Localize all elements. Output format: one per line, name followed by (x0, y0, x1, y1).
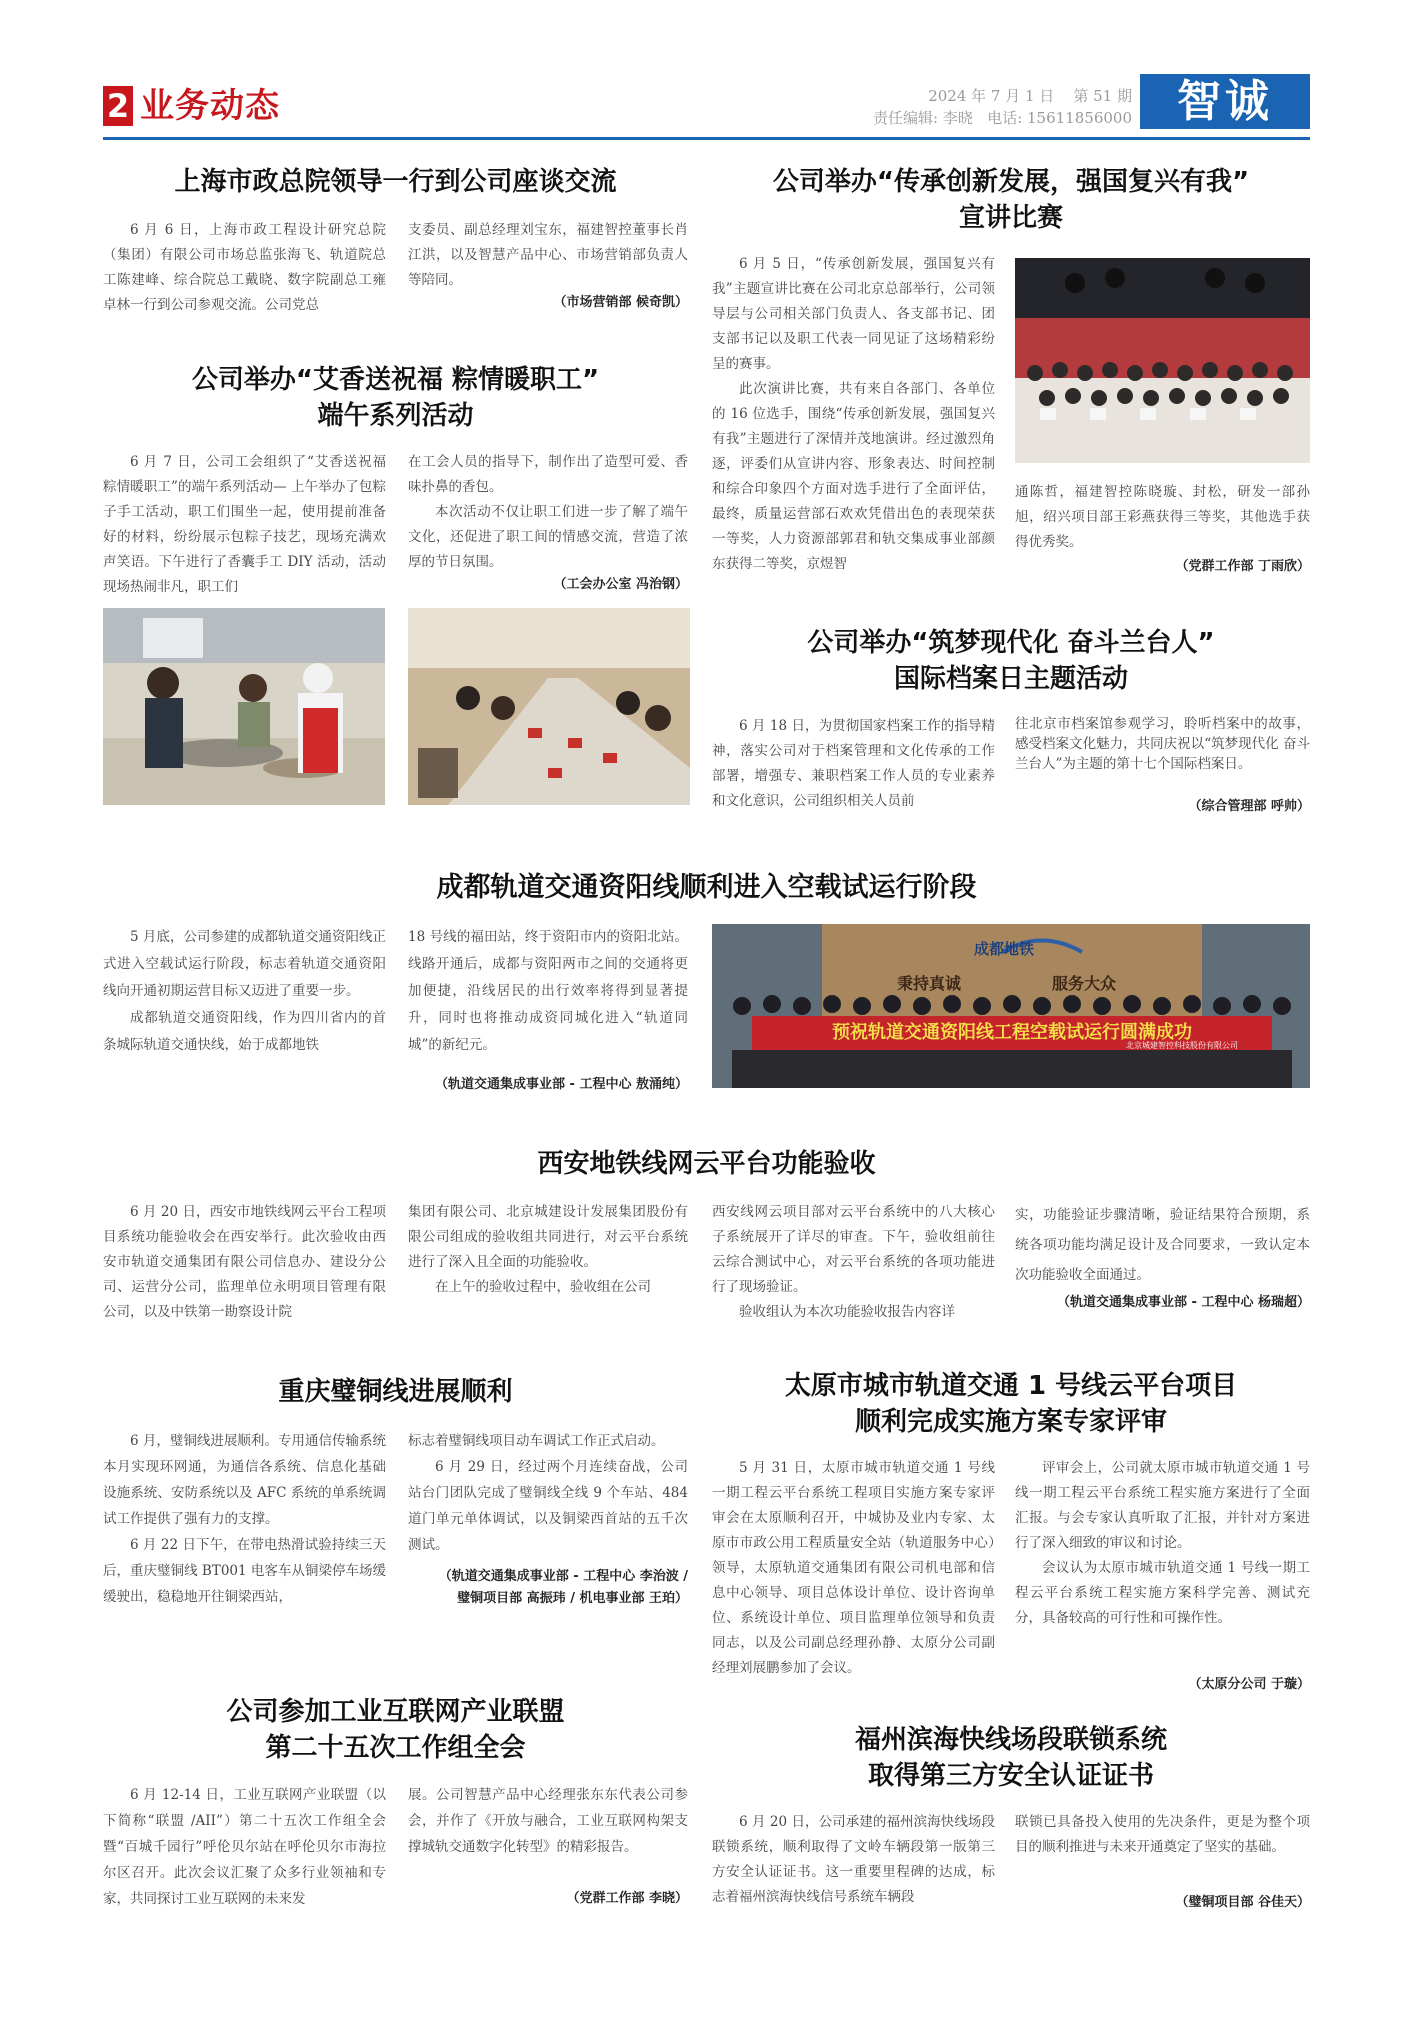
page-number: 2 (103, 86, 133, 126)
issue-line (802, 86, 1132, 106)
article-body: 18 号线的福田站，终于资阳市内的资阳北站。线路开通后，成都与资阳两市之间的交通将更加便捷，沿线居民的出行效率将得到显著提升，同时也将推动成资同城化进入“轨道同城”的新纪元。 (408, 929, 688, 1053)
banner-text: 预祝轨道交通资阳线工程空载试运行圆满成功 (832, 1022, 1192, 1043)
title-line: 端午系列活动 (317, 401, 474, 431)
photo-speech-contest-group (1015, 258, 1310, 463)
article-body: 6 月 20 日，西安市地铁线网云平台工程项目系统功能验收会在西安举行。此次验收由西安市轨道交通集团有限公司信息办、建设分公司、运营分公司，监理单位永明项目管理有限公司，以及中铁第一勘察设计院 (103, 1204, 386, 1320)
article-title (712, 625, 1310, 697)
article-author: （轨道交通集成事业部 - 工程中心 杨瑞超） (1057, 1295, 1310, 1310)
article-title: 西安地铁线网云平台功能验收 (537, 1149, 876, 1179)
article-body: 评审会上，公司就太原市城市轨道交通 1 号线一期工程云平台系统工程实施方案进行了全面汇报。与会专家认真听取了汇报，并针对方案进行了深入细致的审议和讨论。 会议认为太原市城市轨道交通 1 号线一期工程云平台系统工程实施方案科学完善、测试充分，具备较高的可行性和可操作性。 (1015, 1460, 1310, 1626)
article-body: 6 月，璧铜线进展顺利。专用通信传输系统本月实现环网通，为通信各系统、信息化基础设施系统、安防系统以及 AFC 系统的单系统调试工作提供了强有力的支撑。 6 月 22 日下午，在带电热滑试验持续三天后，重庆璧铜线 BT001 电客车从铜梁停车场缓缓驶出，稳稳地开往铜梁西站， (103, 1433, 386, 1605)
title-line: 宣讲比赛 (958, 203, 1063, 233)
phone: 电话: 15611856000 (987, 109, 1132, 127)
article-body: 支委员、副总经理刘宝东，福建智控董事长肖江洪，以及智慧产品中心、市场营销部负责人等陪同。 (408, 222, 688, 288)
article-author: （工会办公室 冯治钢） (553, 577, 688, 592)
section-title: 业务动态 (140, 86, 280, 126)
article-body: 实，功能验证步骤清晰，验证结果符合预期，系统各项功能均满足设计及合同要求，一致认定本次功能验收全面通过。 (1015, 1207, 1310, 1283)
article-author: （太原分公司 于璇） (1188, 1677, 1310, 1692)
editor: 责任编辑: 李晓 (873, 109, 973, 127)
article-body: 标志着璧铜线项目动车调试工作正式启动。 6 月 29 日，经过两个月连续奋战，公司站台门团队完成了璧铜线全线 9 个车站、484 道门单元单体调试，以及铜梁西首站的五千次测试。 (408, 1433, 688, 1553)
article-body: 集团有限公司、北京城建设计发展集团股份有限公司组成的验收组共同进行，对云平台系统进行了深入且全面的功能验收。 在上午的验收过程中，验收组在公司 (408, 1204, 688, 1295)
wall-logo: 成都地铁 (974, 940, 1035, 958)
article-body: 6 月 7 日，公司工会组织了“艾香送祝福 粽情暖职工”的端午系列活动— 上午举办了包粽子手工活动，职工们围坐一起，使用提前准备好的材料，纷纷展示包粽子技艺，现场充满欢声笑语。下午进行了香囊手工 DIY 活动，活动现场热闹非凡，职工们 (103, 454, 386, 595)
article-body: 5 月底，公司参建的成都轨道交通资阳线正式进入空载试运行阶段，标志着轨道交通资阳线向开通初期运营目标又迈进了重要一步。 成都轨道交通资阳线，作为四川省内的首条城际轨道交通快线，始于成都地铁 (103, 929, 386, 1053)
header-rule (103, 137, 1310, 140)
article-title (712, 1368, 1310, 1440)
title-line: 太原市城市轨道交通 1 号线云平台项目 (784, 1371, 1238, 1401)
article-title (712, 164, 1310, 236)
title-line: 顺利完成实施方案专家评审 (854, 1407, 1167, 1437)
article-title (712, 1722, 1310, 1794)
article-author: （党群工作部 李晓） (566, 1891, 688, 1906)
wall-slogan-1: 秉持真诚 (897, 974, 962, 993)
title-line: 国际档案日主题活动 (893, 664, 1128, 694)
banner-subtext: 北京城建智控科技股份有限公司 (1126, 1041, 1238, 1050)
article-body: 展。公司智慧产品中心经理张东东代表公司参会，并作了《开放与融合，工业互联网构架支撑城轨交通数字化转型》的精彩报告。 (408, 1787, 688, 1855)
article-author: （市场营销部 候奇凯） (553, 295, 688, 310)
article-author: （党群工作部 丁雨欣） (1175, 559, 1310, 574)
article-author: （综合管理部 呼帅） (1188, 799, 1310, 814)
article-body: 6 月 5 日，“传承创新发展，强国复兴有我”主题宣讲比赛在公司北京总部举行，公司领导层与公司相关部门负责人、各支部书记、团支部书记以及职工代表一同见证了这场精彩纷呈的赛事。 此次演讲比赛，共有来自各部门、各单位的 16 位选手，围绕“传承创新发展，强国复兴有我”主题进行了深情并茂地演讲。经过激烈角逐，评委们从宣讲内容、形象表达、时间控制和综合印象四个方面对选手进行了全面评估，最终，质量运营部石欢欢凭借出色的表现荣获一等奖，人力资源部郭君和轨交集成事业部颜东获得二等奖，京煜智 (712, 256, 995, 572)
photo-ziyang-line-team (712, 924, 1310, 1088)
masthead-logo: 智诚 (1140, 74, 1310, 129)
wall-slogan-2: 服务大众 (1052, 974, 1117, 993)
article-author: （轨道交通集成事业部 - 工程中心 敖涌纯） (435, 1077, 688, 1092)
article-body: 6 月 20 日，公司承建的福州滨海快线场段联锁系统，顺利取得了文岭车辆段第一版第三方安全认证证书。这一重要里程碑的达成，标志着福州滨海快线信号系统车辆段 (712, 1814, 995, 1905)
article-body: 通陈哲，福建智控陈晓璇、封松，研发一部孙旭，绍兴项目部王彩燕获得三等奖，其他选手获得优秀奖。 (1015, 484, 1310, 550)
article-title (103, 1694, 688, 1766)
article-body: 5 月 31 日，太原市城市轨道交通 1 号线一期工程云平台系统工程项目实施方案专家评审会在太原顺利召开，中城协及业内专家、太原市市政公用工程质量安全站（轨道服务中心）领导，太原轨道交通集团有限公司机电部和信息中心领导、项目总体设计单位、设计咨询单位、系统设计单位、项目监理单位领导和负责同志，以及公司副总经理孙静、太原分公司副经理刘展鹏参加了会议。 (712, 1460, 995, 1676)
title-line: 公司举办“筑梦现代化 奋斗兰台人” (807, 628, 1215, 658)
title-line: 第二十五次工作组全会 (265, 1733, 526, 1763)
editor-line (802, 108, 1132, 128)
article-body: 6 月 6 日，上海市政工程设计研究总院（集团）有限公司市场总监张海飞、轨道院总工陈建峰、综合院总工戴晓、数字院副总工雍卓林一行到公司参观交流。公司党总 (103, 222, 386, 313)
photo-sachet-diy (408, 608, 690, 805)
title-line: 取得第三方安全认证证书 (867, 1761, 1154, 1791)
issue-date: 2024 年 7 月 1 日 (928, 87, 1055, 105)
title-line: 福州滨海快线场段联锁系统 (854, 1725, 1167, 1755)
article-author: （轨道交通集成事业部 - 工程中心 李治波 / 璧铜项目部 高振玮 / 机电事业部 王珀） (438, 1569, 688, 1606)
article-body: 6 月 12-14 日，工业互联网产业联盟（以下简称“联盟 /AII”）第二十五次工作组全会暨“百城千园行”呼伦贝尔站在呼伦贝尔市海拉尔区召开。此次会议汇聚了众多行业领袖和专家，共同探讨工业互联网的未来发 (103, 1787, 386, 1907)
article-title: 重庆璧铜线进展顺利 (278, 1377, 513, 1407)
article-title: 上海市政总院领导一行到公司座谈交流 (174, 167, 617, 197)
title-line: 公司参加工业互联网产业联盟 (226, 1697, 565, 1727)
article-body: 6 月 18 日，为贯彻国家档案工作的指导精神，落实公司对于档案管理和文化传承的工作部署，增强专、兼职档案工作人员的专业素养和文化意识，公司组织相关人员前 (712, 718, 995, 809)
article-title (103, 362, 688, 434)
article-author: （璧铜项目部 谷佳天） (1175, 1895, 1310, 1910)
article-title: 成都轨道交通资阳线顺利进入空载试运行阶段 (436, 872, 977, 903)
photo-dumpling-making (103, 608, 385, 805)
article-body: 往北京市档案馆参观学习，聆听档案中的故事，感受档案文化魅力，共同庆祝以“筑梦现代化 奋斗兰台人”为主题的第十七个国际档案日。 (1015, 716, 1310, 772)
article-body: 在工会人员的指导下，制作出了造型可爱、香味扑鼻的香包。 本次活动不仅让职工们进一步了解了端午文化，还促进了职工间的情感交流，营造了浓厚的节日氛围。 (408, 454, 688, 570)
title-line: 公司举办“传承创新发展，强国复兴有我” (772, 167, 1250, 197)
issue-number: 第 51 期 (1073, 87, 1132, 105)
article-body: 西安线网云项目部对云平台系统中的八大核心子系统展开了详尽的审查。下午，验收组前往云综合测试中心，对云平台系统的各项功能进行了现场验证。 验收组认为本次功能验收报告内容详 (712, 1204, 995, 1320)
article-body: 联锁已具备投入使用的先决条件，更是为整个项目的顺利推进与未来开通奠定了坚实的基础。 (1015, 1814, 1310, 1855)
title-line: 公司举办“艾香送祝福 粽情暖职工” (191, 365, 600, 395)
